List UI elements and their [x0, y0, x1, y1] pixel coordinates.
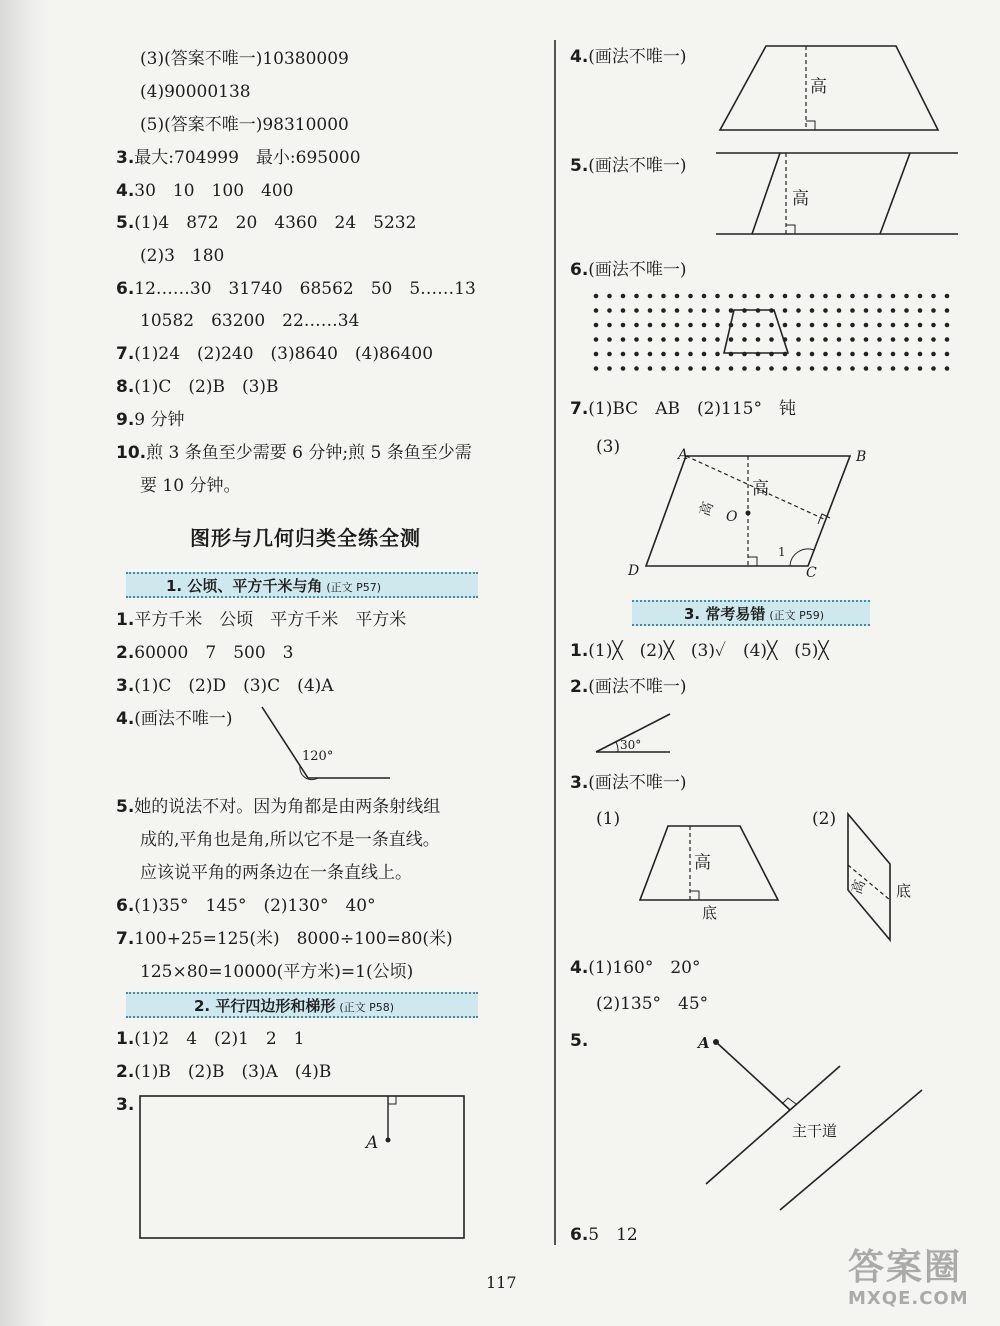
watermark-logo: 答案圈 MXQE.COM: [848, 1247, 969, 1309]
angle-label: 120°: [302, 749, 334, 764]
section-banner-2: 2. 平行四边形和梯形 (正文 P58): [126, 992, 478, 1018]
answer-line: 成的,平角也是角,所以它不是一条直线。: [140, 830, 440, 850]
angle-30-label: 30°: [620, 738, 642, 752]
answer-line: 5.: [570, 1031, 589, 1051]
vertex-a-label: A: [678, 447, 689, 463]
angle-1-label: 1: [778, 545, 786, 559]
answer-line: (2)3 180: [140, 246, 225, 266]
point-o-label: O: [726, 509, 738, 525]
answer-line: 7.100+25=125(米) 8000÷100=80(米): [116, 929, 453, 949]
answer-line: 3.最大:704999 最小:695000: [116, 148, 361, 168]
answer-line: 4.(画法不唯一): [570, 47, 687, 67]
answer-line: 7.(1)BC AB (2)115° 钝: [570, 399, 796, 419]
answer-line: 6.(1)35° 145° (2)130° 40°: [116, 896, 376, 916]
sub-label-2: (2): [812, 809, 837, 829]
answer-line: 1.平方千米 公顷 平方千米 平方米: [116, 610, 407, 630]
answer-line: 3.(1)C (2)D (3)C (4)A: [116, 676, 334, 696]
point-a-label: A: [366, 1133, 379, 1153]
sub-label: (3): [596, 437, 621, 457]
height-label: 高: [792, 189, 809, 209]
answer-line: 4.(1)160° 20°: [570, 958, 701, 978]
answer-line: 要 10 分钟。: [140, 476, 241, 496]
answer-line: (4)90000138: [140, 82, 251, 102]
answer-line: 6.12……30 31740 68562 50 5……13: [116, 279, 476, 299]
answer-line: (3)(答案不唯一)10380009: [140, 49, 349, 69]
point-a-label: A: [698, 1034, 710, 1052]
answer-line: 6.(画法不唯一): [570, 260, 687, 280]
section-heading: 图形与几何归类全练全测: [190, 526, 421, 550]
section-banner-1: 1. 公顷、平方千米与角 (正文 P57): [126, 572, 478, 598]
answer-line: 7.(1)24 (2)240 (3)8640 (4)86400: [116, 344, 434, 364]
vertex-d-label: D: [628, 563, 640, 579]
base-label: 底: [702, 904, 718, 922]
sub-label-1: (1): [596, 809, 621, 829]
answer-line: 5.(画法不唯一): [570, 156, 687, 176]
answer-line: 2.(画法不唯一): [570, 677, 687, 697]
answer-line: (5)(答案不唯一)98310000: [140, 115, 349, 135]
vertex-b-label: B: [856, 449, 867, 465]
height-label: 高: [694, 853, 711, 873]
answer-line: 8.(1)C (2)B (3)B: [116, 377, 279, 397]
answer-line: 6.5 12: [570, 1225, 638, 1245]
answer-line: 5.(1)4 872 20 4360 24 5232: [116, 213, 417, 233]
answer-line: 10582 63200 22……34: [140, 311, 360, 331]
answer-line: 4.(画法不唯一): [116, 709, 233, 729]
road-label: 主干道: [792, 1122, 838, 1140]
answer-line: 9.9 分钟: [116, 410, 185, 430]
answer-line: 5.她的说法不对。因为角都是由两条射线组: [116, 797, 441, 817]
answer-line: 1.(1)╳ (2)╳ (3)✓ (4)╳ (5)╳: [570, 641, 829, 661]
vertex-c-label: C: [806, 565, 817, 581]
answer-line: (2)135° 45°: [596, 994, 709, 1014]
answer-line: 125×80=10000(平方米)=1(公顷): [140, 962, 414, 982]
section-banner-3: 3. 常考易错 (正文 P59): [632, 600, 870, 626]
answer-line: 应该说平角的两条边在一条直线上。: [140, 863, 412, 883]
base-label: 底: [896, 882, 912, 900]
answer-line: 4.30 10 100 400: [116, 181, 294, 201]
height-label: 高: [810, 77, 827, 97]
answer-line: 2.60000 7 500 3: [116, 643, 294, 663]
answer-line: 3.(画法不唯一): [570, 773, 687, 793]
answer-line: 1.(1)2 4 (2)1 2 1: [116, 1029, 305, 1049]
height-label: 高: [752, 479, 769, 499]
answer-line: 10.煎 3 条鱼至少需要 6 分钟;煎 5 条鱼至少需: [116, 443, 472, 463]
height-label-rotated: 高: [849, 877, 869, 897]
answer-line: 3.: [116, 1095, 135, 1115]
page-number: 117: [486, 1273, 517, 1292]
answer-line: 2.(1)B (2)B (3)A (4)B: [116, 1062, 332, 1082]
height-label-rotated: 高: [697, 499, 717, 519]
